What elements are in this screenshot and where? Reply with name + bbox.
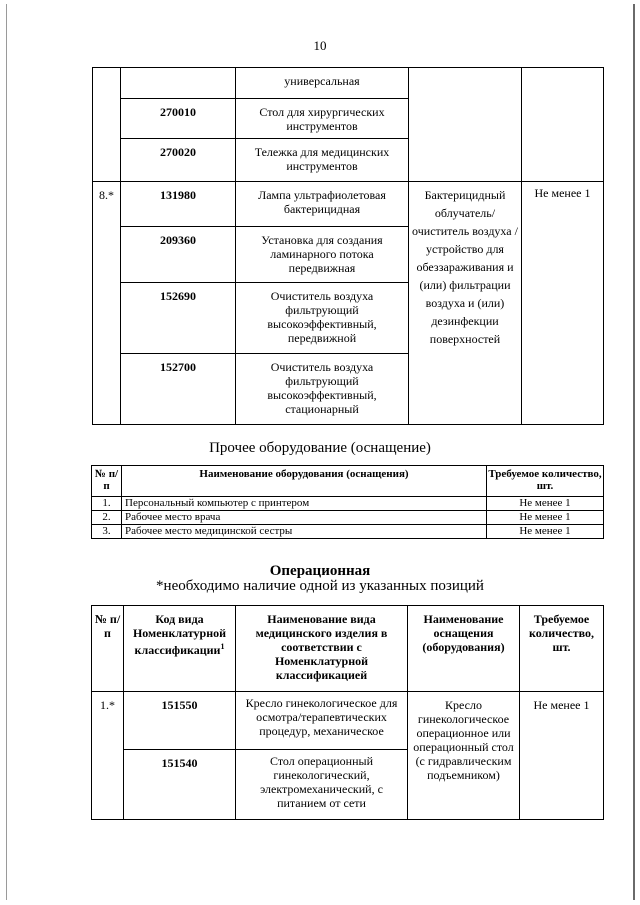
equipment-cell (409, 68, 522, 182)
quantity-cell: Не менее 1 (487, 511, 604, 525)
quantity-cell: Не менее 1 (522, 182, 604, 425)
header-device-name: Наименование вида медицинского изделия в соответствии с Номенклатурной классификацией (236, 606, 408, 692)
quantity-cell: Не менее 1 (487, 497, 604, 511)
header-equipment: Наименование оснащения (оборудования) (408, 606, 520, 692)
code-cell (121, 68, 236, 99)
equipment-name-cell: Персональный компьютер с принтером (122, 497, 487, 511)
row-number-cell: 1. (92, 497, 122, 511)
row-number-cell: 2. (92, 511, 122, 525)
header-num: № п/п (92, 606, 124, 692)
device-name-cell: Стол для хирургических инструментов (236, 99, 409, 139)
row-number-cell: 8.* (93, 182, 121, 425)
table-header-row (92, 606, 604, 692)
row-number-cell (93, 68, 121, 182)
table-row (92, 497, 604, 511)
table-row (92, 692, 604, 750)
table-row (93, 68, 604, 99)
row-number-cell: 3. (92, 525, 122, 539)
device-name-cell: Тележка для медицинских инструментов (236, 139, 409, 182)
code-cell: 151550 (124, 692, 236, 750)
code-cell: 152700 (121, 354, 236, 425)
code-cell: 209360 (121, 227, 236, 283)
header-num: № п/п (92, 466, 122, 497)
device-name-cell: Стол операционный гинекологический, электромеханический, с питанием от сети (236, 750, 408, 820)
other-equipment-table (91, 465, 604, 539)
other-equipment-title: Прочее оборудование (оснащение) (209, 440, 431, 456)
device-name-cell: Лампа ультрафиолетовая бактерицидная (236, 182, 409, 227)
operating-room-title: Операционная (269, 563, 371, 579)
code-cell: 270020 (121, 139, 236, 182)
code-cell: 131980 (121, 182, 236, 227)
header-code (124, 606, 236, 692)
device-name-cell: Кресло гинекологическое для осмотра/терапевтических процедур, механическое (236, 692, 408, 750)
page-number: 10 (313, 38, 327, 53)
quantity-cell: Не менее 1 (520, 692, 604, 820)
table-row (93, 182, 604, 227)
code-cell: 152690 (121, 283, 236, 354)
quantity-cell (522, 68, 604, 182)
table-row (92, 511, 604, 525)
equipment-cell: Кресло гинекологическое операционное или операционный стол (с гидравлическим подъемником) (408, 692, 520, 820)
equipment-name-cell: Рабочее место врача (122, 511, 487, 525)
table-row (92, 525, 604, 539)
device-name-cell: Установка для создания ламинарного потока передвижная (236, 227, 409, 283)
header-equipment-name: Наименование оборудования (оснащения) (122, 466, 487, 497)
equipment-table-continued (92, 67, 604, 425)
operating-room-table (91, 605, 604, 820)
table-header-row (92, 466, 604, 497)
device-name-cell: универсальная (236, 68, 409, 99)
quantity-cell: Не менее 1 (487, 525, 604, 539)
device-name-cell: Очиститель воздуха фильтрующий высокоэффективный, стационарный (236, 354, 409, 425)
header-quantity: Требуемое количество, шт. (520, 606, 604, 692)
row-number-cell: 1.* (92, 692, 124, 820)
device-name-cell: Очиститель воздуха фильтрующий высокоэффективный, передвижной (236, 283, 409, 354)
header-code-text: Код вида Номенклатурной классификации (132, 612, 227, 657)
equipment-cell: Бактерицидный облучатель/ очиститель воздуха /устройство для обеззараживания и (или) фильтрации воздуха и (или) дезинфекции поверхностей (409, 182, 522, 425)
equipment-name-cell: Рабочее место медицинской сестры (122, 525, 487, 539)
code-cell: 270010 (121, 99, 236, 139)
footnote-marker: 1 (220, 642, 225, 651)
code-cell: 151540 (124, 750, 236, 820)
operating-room-subtitle: *необходимо наличие одной из указанных позиций (156, 578, 484, 594)
header-quantity: Требуемое количество, шт. (487, 466, 604, 497)
